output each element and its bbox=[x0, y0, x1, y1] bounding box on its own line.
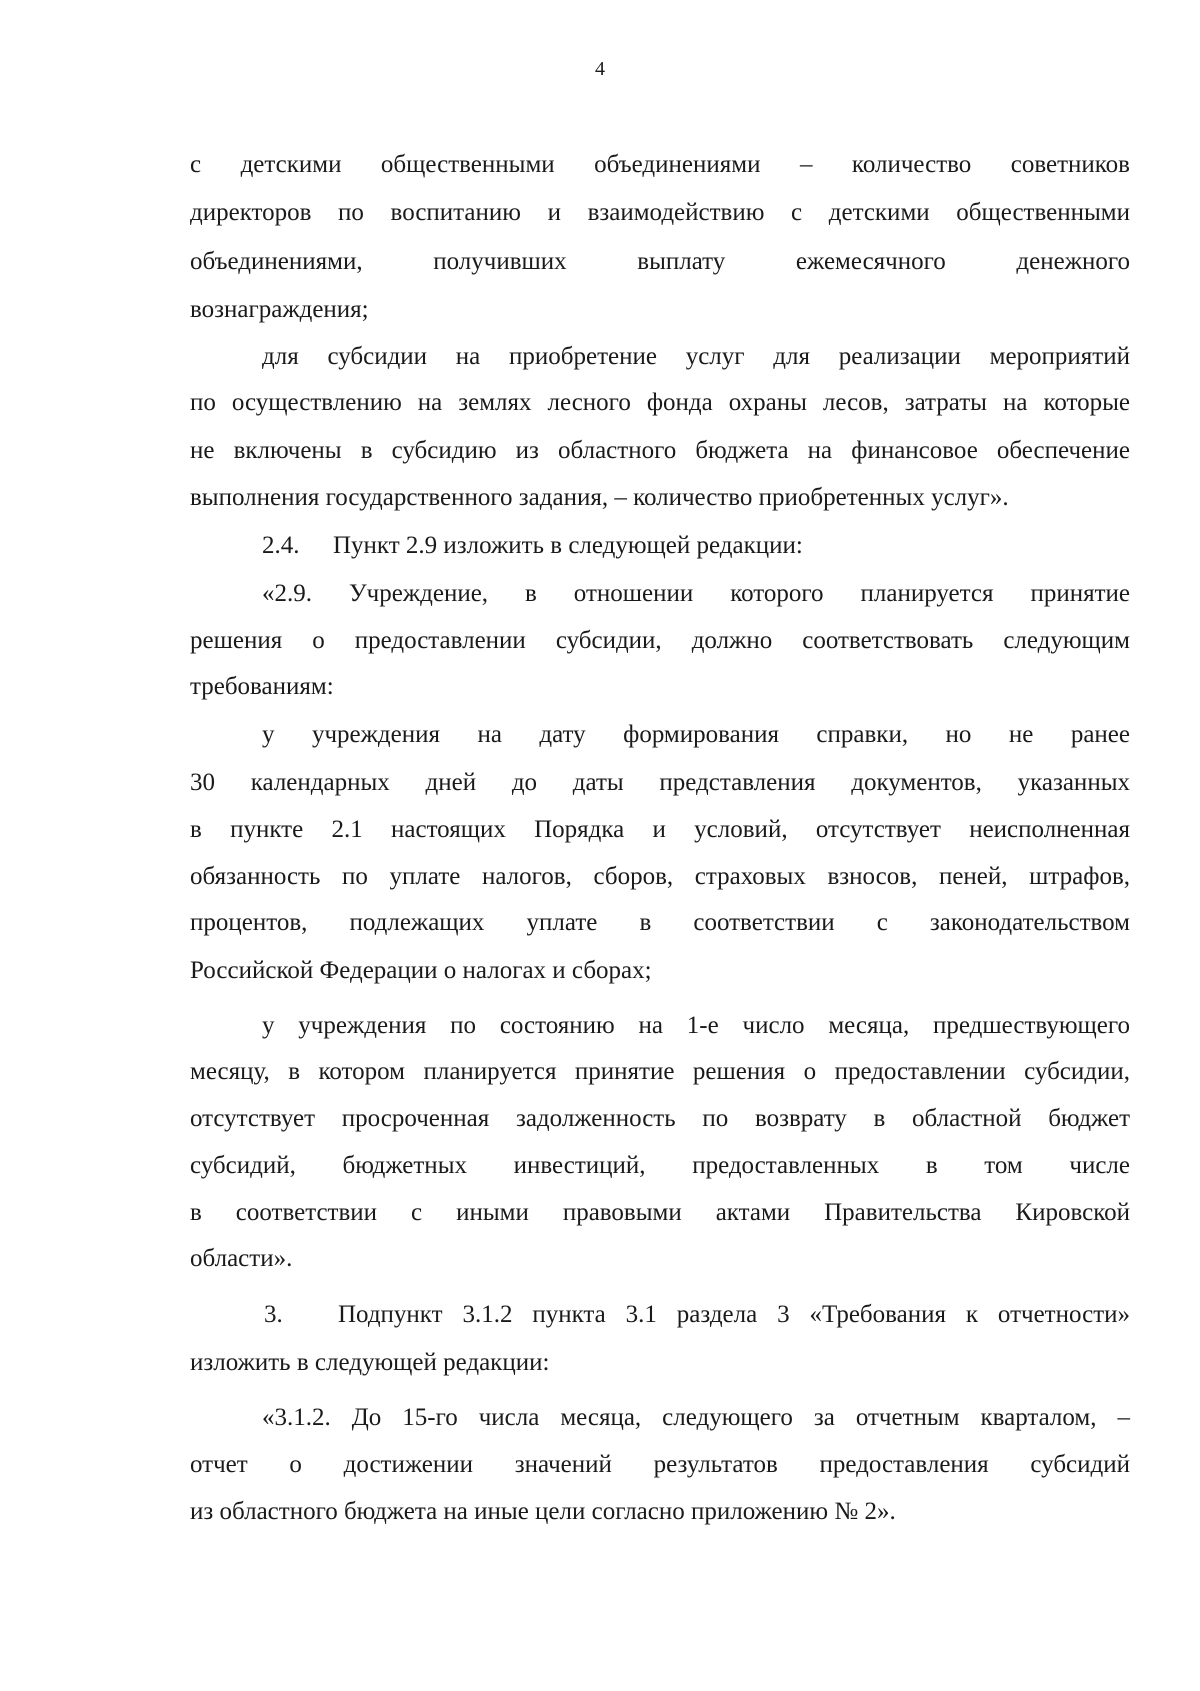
text-line: отсутствует просроченная задолженность по возврату в областной бюджет bbox=[190, 1105, 1130, 1132]
item-number: 2.4. bbox=[262, 532, 300, 559]
item-number: 3. bbox=[264, 1301, 283, 1328]
text-line: с детскими общественными объединениями – количество советников bbox=[190, 151, 1130, 178]
text-line: обязанность по уплате налогов, сборов, страховых взносов, пеней, штрафов, bbox=[190, 863, 1130, 890]
text-line: Подпункт 3.1.2 пункта 3.1 раздела 3 «Требования к отчетности» bbox=[338, 1301, 1130, 1328]
text-line: месяцу, в котором планируется принятие решения о предоставлении субсидии, bbox=[190, 1058, 1130, 1085]
text-line: для субсидии на приобретение услуг для реализации мероприятий bbox=[262, 343, 1130, 370]
text-line: субсидий, бюджетных инвестиций, предоставленных в том числе bbox=[190, 1152, 1130, 1179]
text-line: у учреждения на дату формирования справки, но не ранее bbox=[262, 721, 1130, 748]
text-line: директоров по воспитанию и взаимодействию с детскими общественными bbox=[190, 199, 1130, 226]
text-line: решения о предоставлении субсидии, должно соответствовать следующим bbox=[190, 627, 1130, 654]
text-line: у учреждения по состоянию на 1-е число месяца, предшествующего bbox=[262, 1012, 1130, 1039]
text-line: не включены в субсидию из областного бюджета на финансовое обеспечение bbox=[190, 437, 1130, 464]
text-line: в соответствии с иными правовыми актами Правительства Кировской bbox=[190, 1199, 1130, 1226]
page-number: 4 bbox=[595, 58, 605, 80]
text-line: Пункт 2.9 изложить в следующей редакции: bbox=[333, 532, 803, 559]
text-line: изложить в следующей редакции: bbox=[190, 1349, 550, 1376]
text-line: 30 календарных дней до даты представления документов, указанных bbox=[190, 769, 1130, 796]
text-line: по осуществлению на землях лесного фонда охраны лесов, затраты на которые bbox=[190, 389, 1130, 416]
text-line: из областного бюджета на иные цели согласно приложению № 2». bbox=[190, 1498, 896, 1525]
text-line: «2.9. Учреждение, в отношении которого планируется принятие bbox=[262, 580, 1130, 607]
text-line: объединениями, получивших выплату ежемесячного денежного bbox=[190, 248, 1130, 275]
text-line: требованиям: bbox=[190, 673, 334, 700]
text-line: Российской Федерации о налогах и сборах; bbox=[190, 957, 652, 984]
text-line: процентов, подлежащих уплате в соответствии с законодательством bbox=[190, 909, 1130, 936]
text-line: «3.1.2. До 15-го числа месяца, следующего за отчетным кварталом, – bbox=[262, 1404, 1130, 1431]
text-line: отчет о достижении значений результатов предоставления субсидий bbox=[190, 1451, 1130, 1478]
text-line: в пункте 2.1 настоящих Порядка и условий, отсутствует неисполненная bbox=[190, 816, 1130, 843]
text-line: вознаграждения; bbox=[190, 296, 369, 323]
text-line: области». bbox=[190, 1245, 293, 1272]
text-line: выполнения государственного задания, – количество приобретенных услуг». bbox=[190, 484, 1009, 511]
